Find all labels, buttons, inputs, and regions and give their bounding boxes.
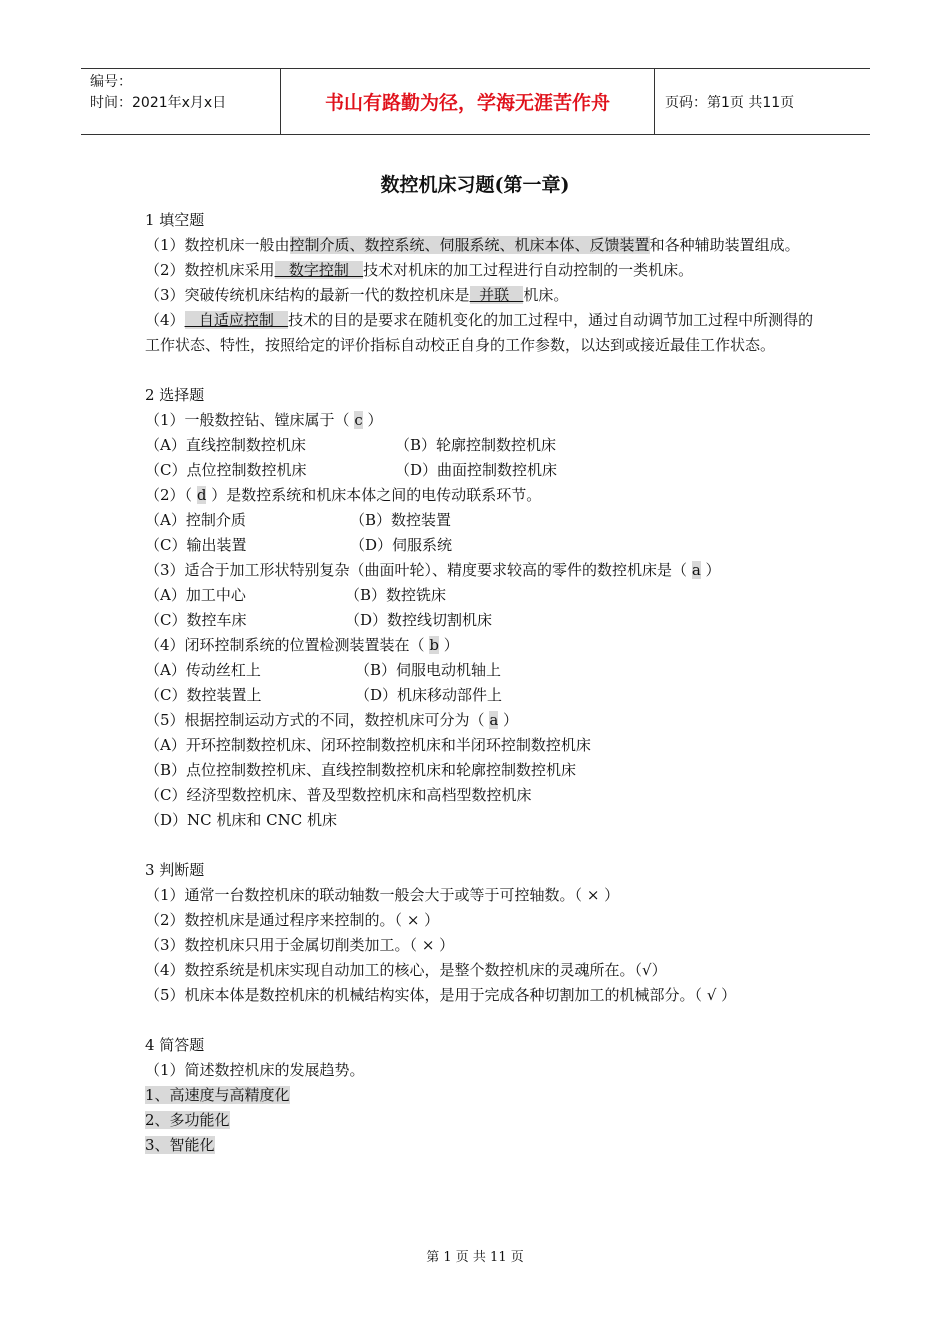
section-heading-fill-in: 1 填空题 [145, 211, 205, 229]
question-text: （3）适合于加工形状特别复杂（曲面叶轮）、精度要求较高的零件的数控机床是（ [145, 561, 692, 579]
option-row [145, 458, 815, 483]
judge-item: （5）机床本体是数控机床的机械结构实体，是用于完成各种切割加工的机械部分。（ √ ） [145, 986, 737, 1004]
question-text: （1）数控机床一般由 [145, 236, 290, 254]
answer-highlight: a [691, 561, 701, 579]
choice-question-2 [145, 483, 815, 508]
answer-highlight: 1、高速度与高精度化 [145, 1086, 290, 1104]
option-row [145, 533, 815, 558]
question-text: ） [700, 561, 721, 579]
option: （B）伺服电动机轴上 [355, 661, 502, 679]
question-text: 技术对机床的加工过程进行自动控制的一类机床。 [363, 261, 694, 279]
question-text: （1）一般数控钻、镗床属于（ [145, 411, 355, 429]
judge-item: （4）数控系统是机床实现自动加工的核心，是整个数控机床的灵魂所在。（√） [145, 961, 667, 979]
option: （D）曲面控制数控机床 [395, 461, 558, 479]
answer-highlight: 2、多功能化 [145, 1111, 230, 1129]
question-text: ） [362, 411, 383, 429]
option: （C）点位控制数控机床 [145, 461, 307, 479]
section-heading-choice: 2 选择题 [145, 386, 205, 404]
question-text: （4）闭环控制系统的位置检测装置装在（ [145, 636, 430, 654]
number-label: 编号： [90, 74, 132, 90]
fill-in-question-1 [145, 233, 815, 258]
choice-question-5 [145, 708, 815, 733]
option: （C）数控车床 [145, 611, 247, 629]
question-text: 机床。 [523, 286, 569, 304]
page-info: 页码：第1页 共11页 [665, 94, 795, 111]
question-text: ） [438, 636, 459, 654]
answer-highlight: 自适应控制 [184, 311, 289, 329]
option: （A）加工中心 [145, 586, 246, 604]
choice-question-1 [145, 408, 815, 433]
header-meta-cell [81, 69, 281, 134]
option: （B）数控装置 [350, 511, 452, 529]
answer-highlight: d [196, 486, 207, 504]
option-row [145, 508, 815, 533]
answer-highlight: c [354, 411, 363, 429]
option: （A）传动丝杠上 [145, 661, 261, 679]
answer-highlight: 数字控制 [274, 261, 364, 279]
question-text: （5）根据控制运动方式的不同，数控机床可分为（ [145, 711, 490, 729]
option: （C）经济型数控机床、普及型数控机床和高档型数控机床 [145, 786, 532, 804]
time-label: 时间：2021年x月x日 [90, 95, 227, 111]
choice-question-3 [145, 558, 815, 583]
option: （C）数控装置上 [145, 686, 262, 704]
option: （B）数控铣床 [345, 586, 447, 604]
motto: 书山有路勤为径，学海无涯苦作舟 [281, 69, 655, 134]
answer-highlight: 3、智能化 [145, 1136, 215, 1154]
option: （D）数控线切割机床 [345, 611, 493, 629]
answer-highlight: 控制介质、数控系统、伺服系统、机床本体、反馈装置 [289, 236, 650, 254]
question-text: ） [498, 711, 519, 729]
fill-in-question-2 [145, 258, 815, 283]
section-heading-judge: 3 判断题 [145, 861, 205, 879]
option: （C）输出装置 [145, 536, 247, 554]
judge-item: （3）数控机床只用于金属切削类加工。（ × ） [145, 936, 455, 954]
question-text: （2）数控机床采用 [145, 261, 275, 279]
question-text: （3）突破传统机床结构的最新一代的数控机床是 [145, 286, 470, 304]
document-header [81, 68, 870, 135]
answer-highlight: b [429, 636, 439, 654]
option: （D）机床移动部件上 [355, 686, 503, 704]
judge-item: （2）数控机床是通过程序来控制的。（ × ） [145, 911, 440, 929]
option: （B）轮廓控制数控机床 [395, 436, 557, 454]
answer-highlight: a [489, 711, 499, 729]
option-row [145, 658, 815, 683]
question-text: （2）（ [145, 486, 197, 504]
fill-in-question-4 [145, 308, 815, 358]
option-row [145, 583, 815, 608]
answer-highlight: 并联 [469, 286, 524, 304]
question-text: 技术的目的是要求在随机变化的加工过程中，通过自动调节加工过程中所测得的工作状态、特性，按照给定的评价指标自动校正自身的工作参数，以达到或接近最佳工作状态。 [145, 311, 814, 354]
option: （D）NC 机床和 CNC 机床 [145, 811, 338, 829]
page-title: 数控机床习题(第一章) [380, 174, 570, 196]
document-body [145, 208, 815, 1158]
question-text: ）是数控系统和机床本体之间的电传动联系环节。 [206, 486, 542, 504]
option: （B）点位控制数控机床、直线控制数控机床和轮廓控制数控机床 [145, 761, 577, 779]
option: （A）开环控制数控机床、闭环控制数控机床和半闭环控制数控机床 [145, 736, 591, 754]
short-answer-question-1: （1）简述数控机床的发展趋势。 [145, 1061, 365, 1079]
option: （A）直线控制数控机床 [145, 436, 306, 454]
fill-in-question-3 [145, 283, 815, 308]
question-text: （4） [145, 311, 185, 329]
choice-question-4 [145, 633, 815, 658]
question-text: 和各种辅助装置组成。 [649, 236, 800, 254]
option: （A）控制介质 [145, 511, 246, 529]
option-row [145, 433, 815, 458]
page-footer: 第 1 页 共 11 页 [426, 1250, 524, 1265]
option: （D）伺服系统 [350, 536, 453, 554]
option-row [145, 608, 815, 633]
section-heading-short-answer: 4 简答题 [145, 1036, 205, 1054]
judge-item: （1）通常一台数控机床的联动轴数一般会大于或等于可控轴数。（ × ） [145, 886, 620, 904]
option-row [145, 683, 815, 708]
